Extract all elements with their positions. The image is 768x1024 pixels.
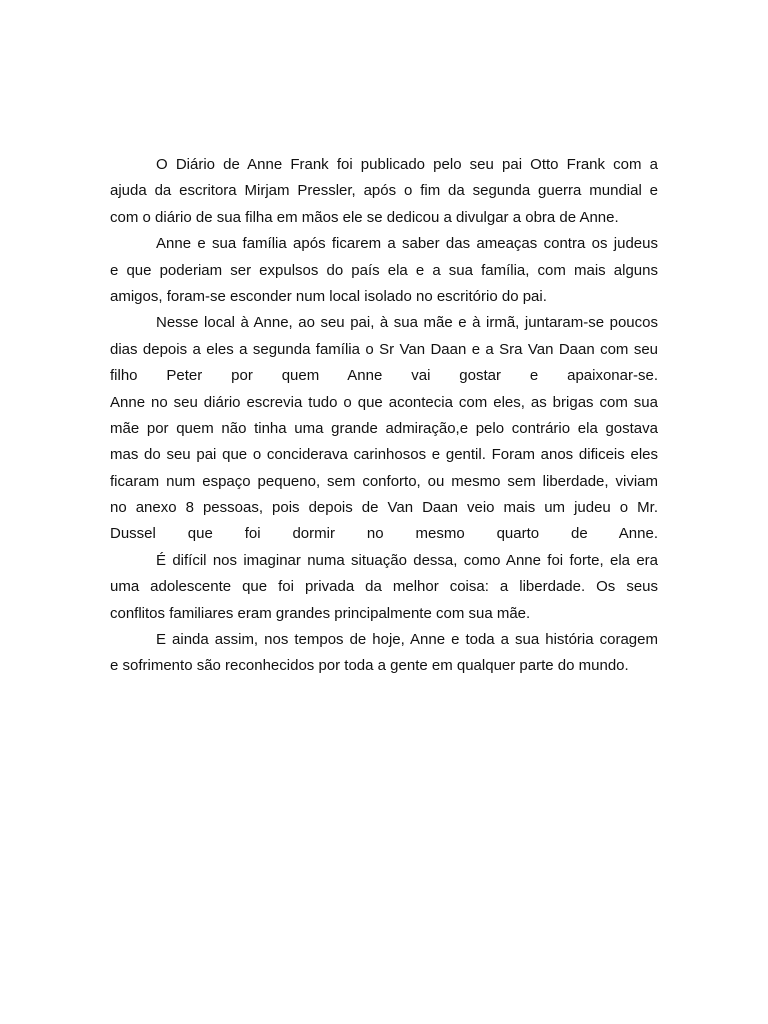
paragraph-2	[110, 231, 658, 310]
text-line: ficaram num espaço pequeno, sem conforto, ou mesmo sem liberdade, viviam	[110, 472, 658, 490]
text-line: amigos, foram-se esconder num local isolado no escritório do pai.	[110, 287, 547, 305]
paragraph-3	[110, 310, 658, 548]
text-line: mãe por quem não tinha uma grande admiração,e pelo contrário ela gostava	[110, 419, 658, 437]
paragraph-1	[110, 152, 658, 231]
text-line: filho Peter por quem Anne vai gostar e apaixonar-se.	[110, 367, 658, 385]
text-line: uma adolescente que foi privada da melhor coisa: a liberdade. Os seus	[110, 578, 658, 596]
text-line: É difícil nos imaginar numa situação dessa, como Anne foi forte, ela era	[156, 551, 658, 569]
document-body	[110, 152, 658, 680]
paragraph-5	[110, 627, 658, 680]
text-line: e sofrimento são reconhecidos por toda a gente em qualquer parte do mundo.	[110, 657, 629, 675]
text-line: Dussel que foi dormir no mesmo quarto de Anne.	[110, 525, 658, 543]
text-line: ajuda da escritora Mirjam Pressler, após o fim da segunda guerra mundial e	[110, 182, 658, 200]
text-line: Anne e sua família após ficarem a saber das ameaças contra os judeus	[156, 235, 658, 253]
text-line: dias depois a eles a segunda família o Sr Van Daan e a Sra Van Daan com seu	[110, 340, 658, 358]
paragraph-4	[110, 548, 658, 627]
text-line: e que poderiam ser expulsos do país ela e a sua família, com mais alguns	[110, 261, 658, 279]
text-line: com o diário de sua filha em mãos ele se dedicou a divulgar a obra de Anne.	[110, 208, 619, 226]
text-line: Anne no seu diário escrevia tudo o que acontecia com eles, as brigas com sua	[110, 393, 658, 411]
text-line: O Diário de Anne Frank foi publicado pelo seu pai Otto Frank com a	[156, 156, 658, 173]
text-line: no anexo 8 pessoas, pois depois de Van Daan veio mais um judeu o Mr.	[110, 499, 658, 517]
text-line: mas do seu pai que o conciderava carinhosos e gentil. Foram anos dificeis eles	[110, 446, 658, 464]
text-line: Nesse local à Anne, ao seu pai, à sua mãe e à irmã, juntaram-se poucos	[156, 314, 658, 332]
text-line: E ainda assim, nos tempos de hoje, Anne e toda a sua história coragem	[156, 631, 658, 649]
text-line: conflitos familiares eram grandes principalmente com sua mãe.	[110, 604, 531, 622]
